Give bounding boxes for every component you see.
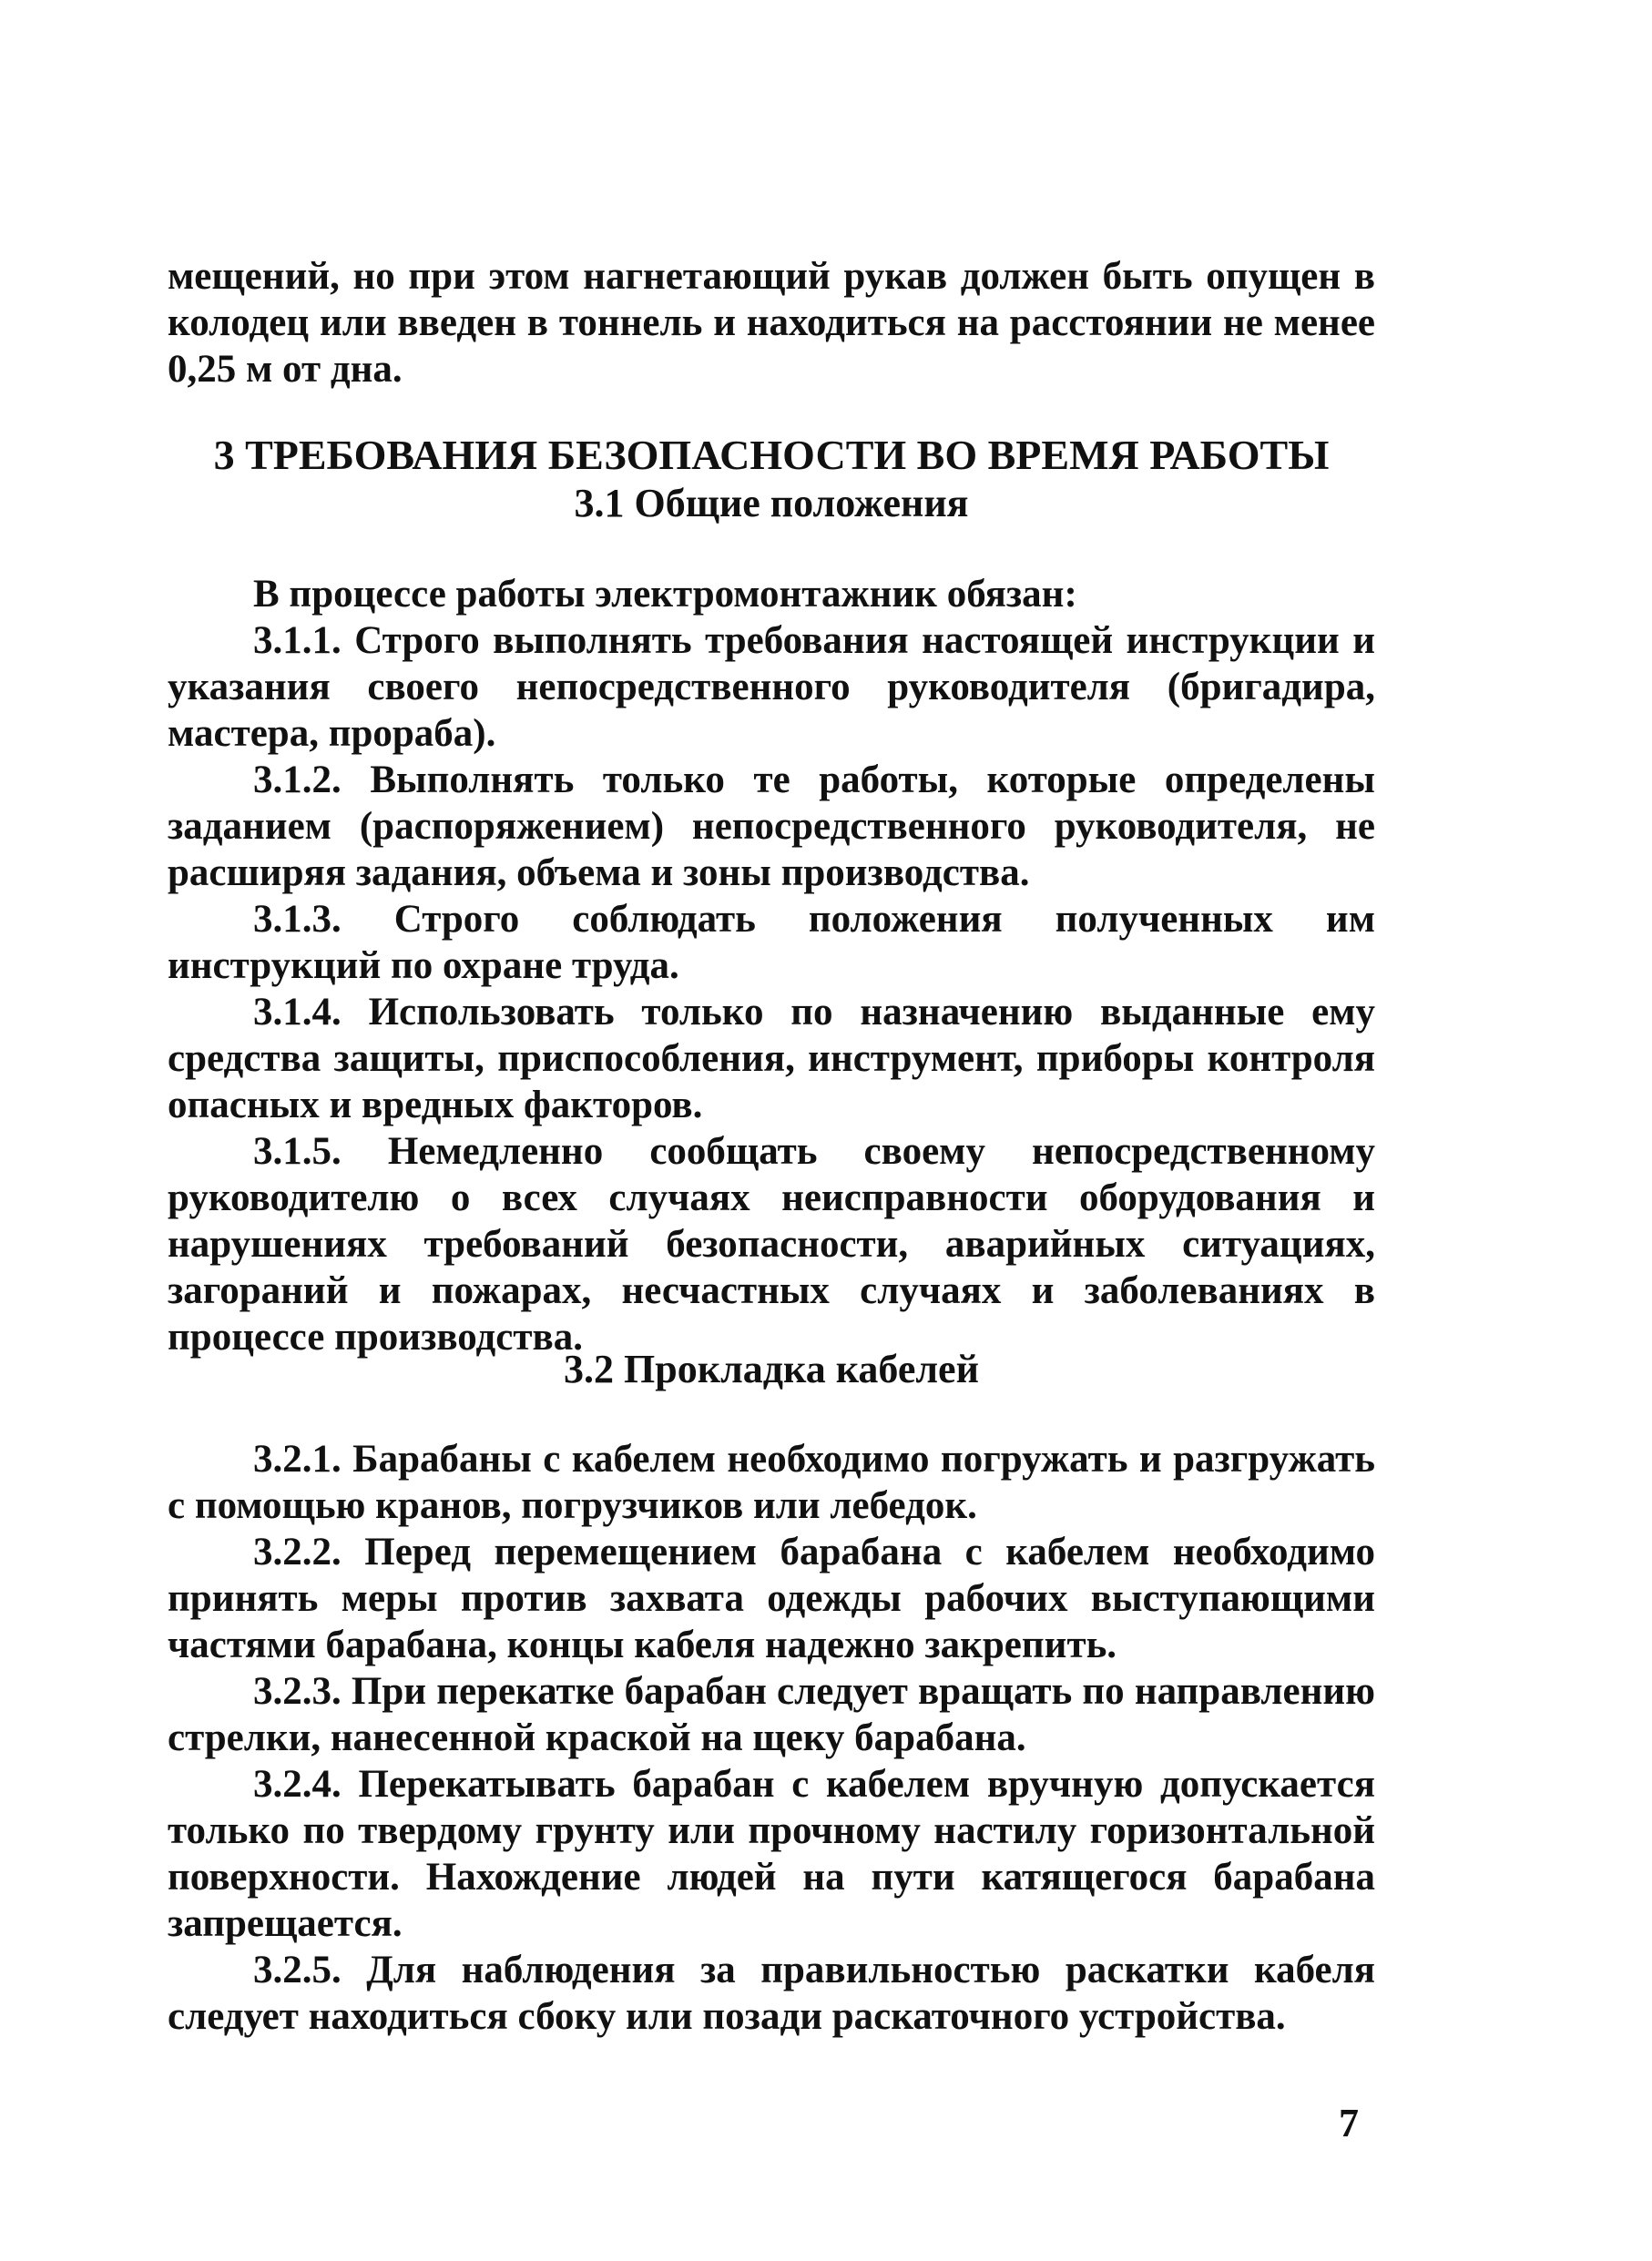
list-item: 3.2.5. Для наблюдения за правильностью раскатки кабеля следует находиться сбоку или позади раскаточного устройства. <box>168 1949 1375 2038</box>
list-item: 3.2.4. Перекатывать барабан с кабелем вручную допускается только по твердому грунту или прочному настилу горизонтальной поверхности. Нахождение людей на пути катящегося барабана запрещается. <box>168 1763 1375 1945</box>
list-item: 3.1.3. Строго соблюдать положения полученных им инструкций по охране труда. <box>168 898 1375 987</box>
section-3-2-title: 3.2 Прокладка кабелей <box>564 1347 979 1391</box>
continuation-text: мещений, но при этом нагнетающий рукав должен быть опущен в колодец или введен в тоннель и находиться на расстоянии не менее 0,25 м от дна. <box>168 255 1375 391</box>
section-3-title: 3 ТРЕБОВАНИЯ БЕЗОПАСНОСТИ ВО ВРЕМЯ РАБОТЫ <box>213 432 1330 478</box>
section-3-1-subtitle: 3.1 Общие положения <box>574 481 969 525</box>
list-item: 3.1.4. Использовать только по назначению выданные ему средства защиты, приспособления, инструмент, приборы контроля опасных и вредных факторов. <box>168 991 1375 1126</box>
list-item: 3.2.1. Барабаны с кабелем необходимо погружать и разгружать с помощью кранов, погрузчиков или лебедок. <box>168 1438 1375 1527</box>
section-3-1-intro: В процессе работы электромонтажник обязан: <box>253 573 1077 616</box>
list-item: 3.1.1. Строго выполнять требования настоящей инструкции и указания своего непосредственного руководителя (бригадира, мастера, прораба). <box>168 619 1375 755</box>
list-item: 3.1.5. Немедленно сообщать своему непосредственному руководителю о всех случаях неисправности оборудования и нарушениях требований безопасности, аварийных ситуациях, загораний и пожарах, несчастных случаях и заболеваниях в процессе производства. <box>168 1130 1375 1359</box>
continuation-paragraph <box>168 253 1375 392</box>
page-number: 7 <box>1339 2101 1359 2145</box>
list-item: 3.1.2. Выполнять только те работы, которые определены заданием (распоряжением) непосредственного руководителя, не расширяя задания, объема и зоны производства. <box>168 759 1375 894</box>
list-item: 3.2.3. При перекатке барабан следует вращать по направлению стрелки, нанесенной краской на щеку барабана. <box>168 1670 1375 1759</box>
section-3-1-body <box>168 571 1375 1360</box>
section-3-2-body <box>168 1436 1375 2040</box>
list-item: 3.2.2. Перед перемещением барабана с кабелем необходимо принять меры против захвата одежды рабочих выступающими частями барабана, концы кабеля надежно закрепить. <box>168 1531 1375 1666</box>
